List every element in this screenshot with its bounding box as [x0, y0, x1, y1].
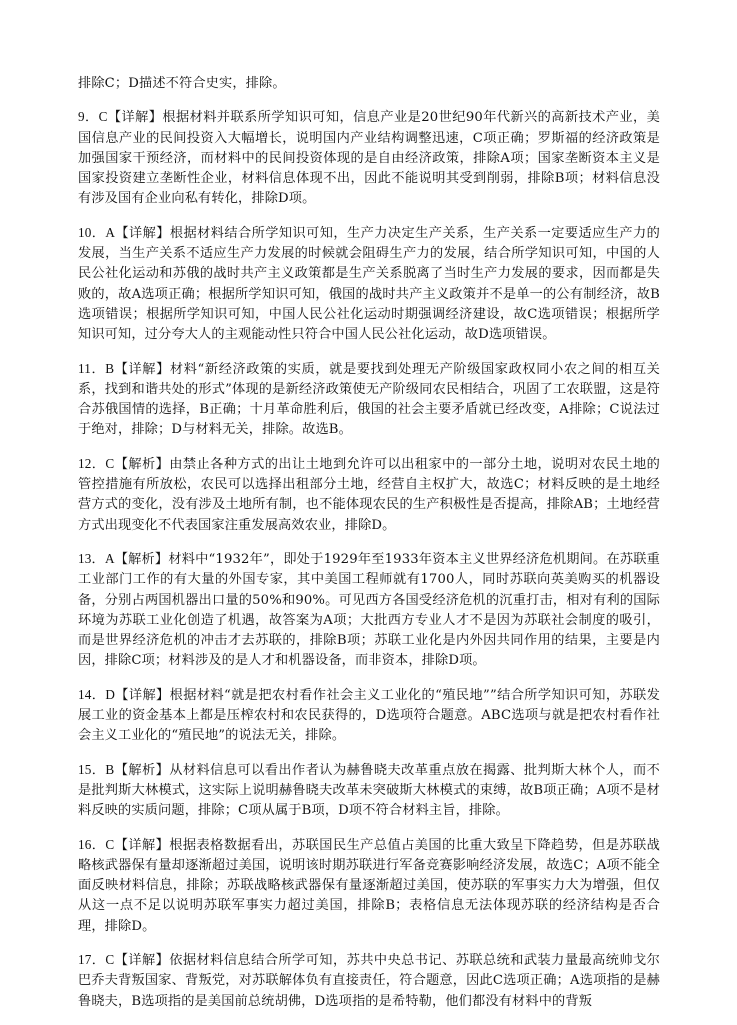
explanation-tag: 【解析】 — [114, 456, 170, 472]
paragraph-text: 根据材料“就是把农村看作社会主义工业化的“殖民地””结合所学知识可知，苏联发展工业的资金基本上都是压榨农村和农民获得的，D选项符合题意。ABC选项与就是把农村看作社会主义工业化的“殖民地”的说法无关，排除。 — [78, 687, 660, 744]
explanation-tag: 【详解】 — [115, 225, 170, 241]
explanation-tag: 【解析】 — [114, 762, 170, 778]
answer-paragraph-17 — [78, 950, 660, 1012]
explanation-tag: 【详解】 — [114, 952, 170, 968]
paragraph-text: 根据材料并联系所学知识可知，信息产业是20世纪90年代新兴的高新技术产业，美国信息产业的民间投资入大幅增长，说明国内产业结构调整迅速，C项正确；罗斯福的经济政策是加强国家干预经济，而材料中的民间投资体现的是自由经济政策，排除A项；国家垄断资本主义是国家投资建立垄断性企业，材料信息体现不出，因此不能说明其受到削弱，排除B项；材料信息没有涉及国有企业向私有转化，排除D项。 — [78, 110, 660, 207]
paragraph-text: 材料中“1932年”，即处于1929年至1933年资本主义世界经济危机期间。在苏联重工业部门工作的有大量的外国专家，其中美国工程师就有1700人，同时苏联向英美购买的机器设备，分别占两国机器出口量的50%和90%。可见西方各国受经济危机的沉重打击，相对有利的国际环境为苏联工业化创造了机遇，故答案为A项；大批西方专业人才不是因为苏联社会制度的吸引，而是世界经济危机的冲击才去苏联的，排除B项；苏联工业化是内外因共同作用的结果，主要是内因，排除C项；材料涉及的是人才和机器设备，而非资本，排除D项。 — [78, 551, 661, 669]
paragraph-text: 根据表格数据看出，苏联国民生产总值占美国的比重大致呈下降趋势，但是苏联战略核武器保有量却逐渐超过美国，说明该时期苏联进行军备竞赛影响经济发展，故选C；A项不能全面反映材料信息，排除；苏联战略核武器保有量逐渐超过美国，使苏联的军事实力大为增强，但仅从这一点不足以说明苏联军事实力超过美国，排除B；表格信息无法体现苏联的经济结构是否合理，排除D。 — [78, 837, 660, 934]
explanation-tag: 【解析】 — [114, 551, 169, 567]
question-number: 9．C — [78, 109, 108, 125]
explanation-tag: 【详解】 — [115, 687, 170, 703]
question-number: 12．C — [78, 455, 115, 471]
answer-document — [78, 74, 660, 1025]
question-number: 11．B — [78, 360, 115, 376]
question-number: 10．A — [78, 224, 116, 240]
explanation-tag: 【详解】 — [114, 837, 170, 853]
question-number: 16．C — [78, 836, 115, 852]
answer-paragraph-8-tail — [78, 74, 660, 94]
paragraph-text: 由禁止各种方式的出让土地到允许可以出租家中的一部分土地，说明对农民土地的管控措施有所放松，农民可以选择出租部分土地，经营自主权扩大，故选C；材料反映的是土地经营方式的变化，没有涉及土地所有制，也不能体现农民的生产积极性是否提高，排除AB；土地经营方式出现变化不代表国家注重发展高效农业，排除D。 — [78, 456, 660, 533]
explanation-tag: 【详解】 — [114, 361, 170, 377]
question-number: 15．B — [78, 761, 115, 777]
paragraph-text: 从材料信息可以看出作者认为赫鲁晓夫改革重点放在揭露、批判斯大林个人，而不是批判斯大林模式，这实际上说明赫鲁晓夫改革未突破斯大林模式的束缚，故B项正确；A项不是材料反映的实质问题，排除；C项从属于B项，D项不符合材料主旨，排除。 — [78, 762, 660, 819]
answer-paragraph-14 — [78, 685, 660, 747]
answer-paragraph-13 — [78, 549, 660, 672]
answer-paragraph-10 — [78, 223, 660, 346]
paragraph-text: 依据材料信息结合所学可知，苏共中央总书记、苏联总统和武装力量最高统帅戈尔巴乔夫背叛国家、背叛党，对苏联解体负有直接责任，符合题意，因此C选项正确；A选项指的是赫鲁晓夫，B选项指的是美国前总统胡佛，D选项指的是希特勒，他们都没有材料中的背叛 — [78, 952, 660, 1009]
question-number: 13．A — [78, 550, 115, 566]
paragraph-text: 排除C；D描述不符合史实，排除。 — [78, 76, 286, 91]
answer-paragraph-12 — [78, 454, 660, 536]
answer-paragraph-15 — [78, 760, 660, 822]
answer-paragraph-16 — [78, 835, 660, 937]
paragraph-text: 材料“新经济政策的实质，就是要找到处理无产阶级国家政权同小农之间的相互关系，找到和谐共处的形式”体现的是新经济政策使无产阶级同农民相结合，巩固了工农联盟，这是符合苏俄国情的选择，B正确；十月革命胜利后，俄国的社会主要矛盾就已经改变，A排除；C说法过于绝对，排除；D与材料无关，排除。故选B。 — [78, 361, 661, 438]
answer-paragraph-9 — [78, 107, 660, 209]
answer-paragraph-11 — [78, 359, 660, 441]
question-number: 14．D — [78, 686, 116, 702]
paragraph-text: 根据材料结合所学知识可知，生产力决定生产关系，生产关系一定要适应生产力的发展，当生产关系不适应生产力发展的时候就会阻碍生产力的发展，结合所学知识可知，中国的人民公社化运动和苏俄的战时共产主义政策都是生产关系脱离了当时生产力发展的要求，因而都是失败的，故A选项正确；根据所学知识可知，俄国的战时共产主义政策并不是单一的公有制经济，故B选项错误；根据所学知识可知，中国人民公社化运动时期强调经济建设，故C选项错误；根据所学知识可知，过分夸大人的主观能动性只符合中国人民公社化运动，故D选项错误。 — [78, 225, 660, 343]
question-number: 17．C — [78, 951, 115, 967]
explanation-tag: 【详解】 — [107, 110, 163, 126]
